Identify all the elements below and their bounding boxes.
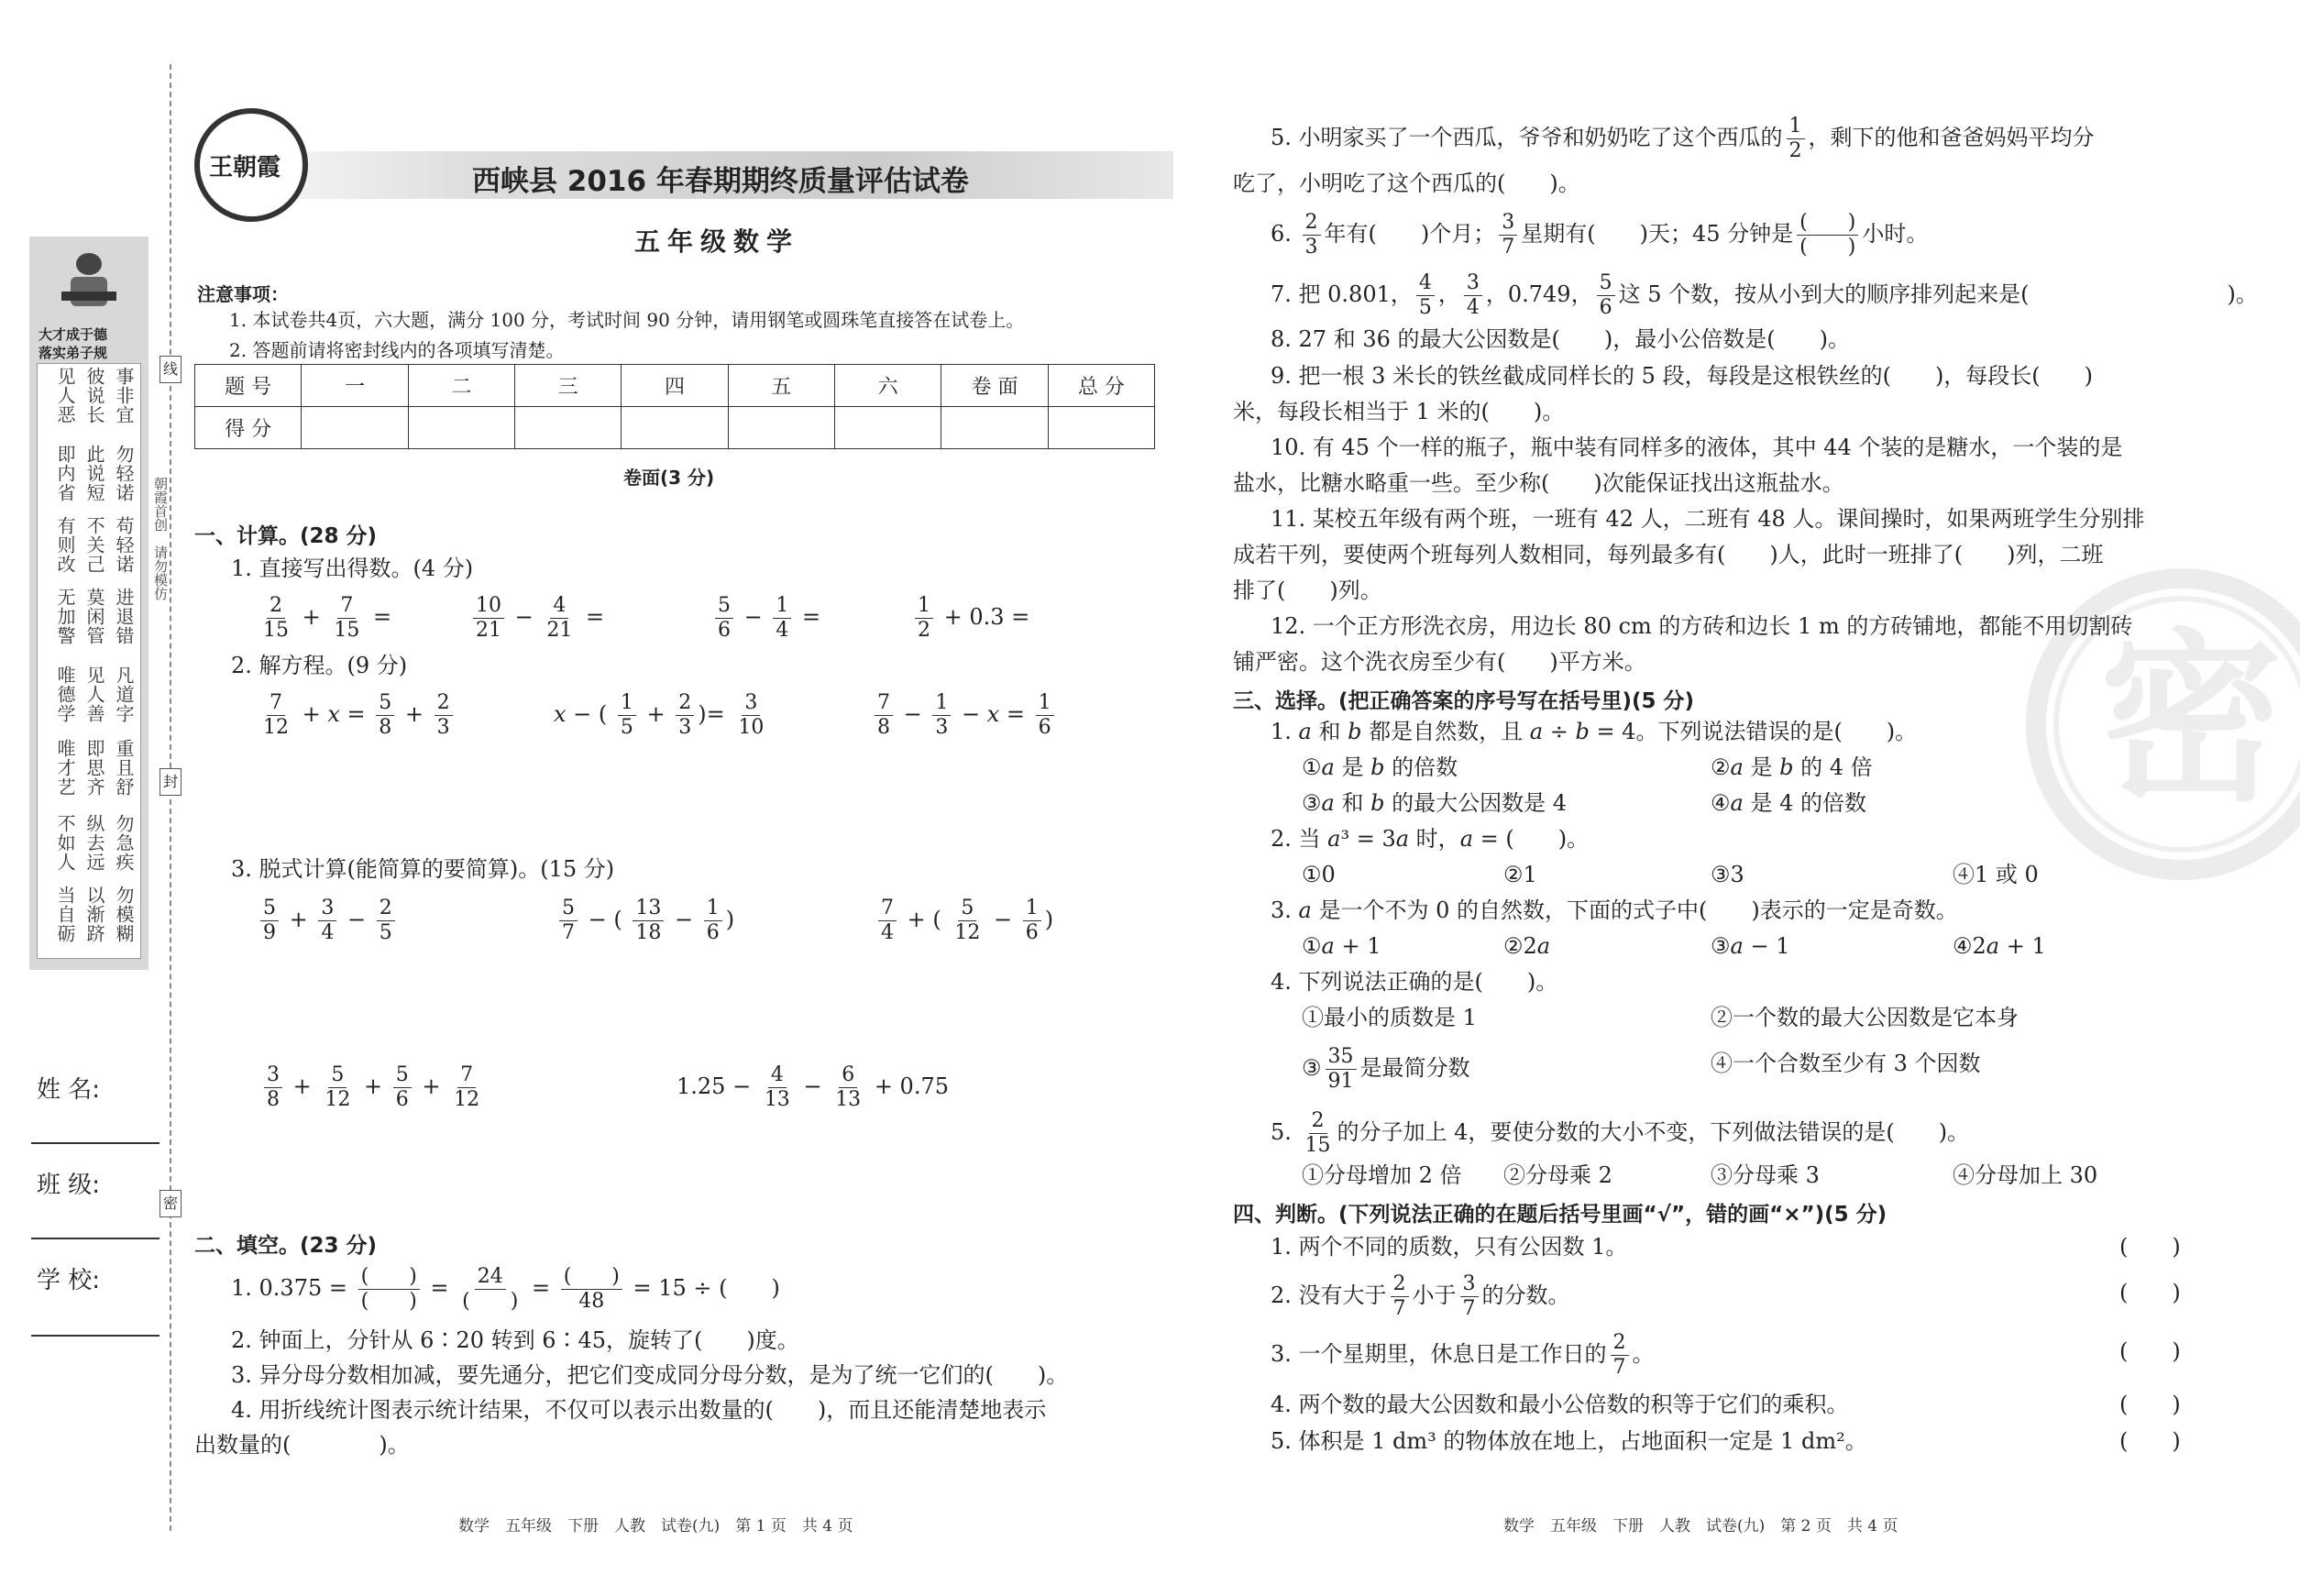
score-header-cell: 一 bbox=[302, 365, 408, 407]
page-1-footer: 数学 五年级 下册 人教 试卷(九) 第 1 页 共 4 页 bbox=[458, 1517, 853, 1535]
equation-3: $\frac{7}{8}$ − $\frac{1}{3}$ − x = $\frac{1}{6}$ bbox=[871, 691, 1058, 740]
choice-2-b: ②1 bbox=[1503, 862, 1537, 887]
motto-col-6: 勿轻诺 bbox=[113, 445, 135, 502]
score-cell[interactable] bbox=[728, 407, 834, 449]
judge-4: 4. 两个数的最大公因数和最小公倍数的积等于它们的乘积。 bbox=[1271, 1392, 1849, 1417]
logo-text: 王朝霞 bbox=[209, 154, 281, 182]
top-motto-2: 落实弟子规 bbox=[39, 345, 108, 361]
choice-4-b: ②一个数的最大公因数是它本身 bbox=[1711, 1005, 2019, 1030]
page-2-footer: 数学 五年级 下册 人教 试卷(九) 第 2 页 共 4 页 bbox=[1503, 1517, 1898, 1535]
rq10a: 10. 有 45 个一样的瓶子，瓶中装有同样多的液体，其中 44 个装的是糖水，一个装的是 bbox=[1271, 435, 2123, 460]
motto-col-17: 即思齐 bbox=[83, 739, 105, 797]
choice-3-d: ④2a + 1 bbox=[1953, 933, 2046, 959]
scholar-figure bbox=[52, 246, 126, 319]
judge-2: 2. 没有大于 $\frac{2}{7}$ 小于 $\frac{3}{7}$ 的分数。 bbox=[1271, 1272, 1570, 1320]
score-cell[interactable] bbox=[408, 407, 514, 449]
judge-3-paren[interactable]: ( ) bbox=[2119, 1338, 2181, 1364]
exam-title: 西峡县 2016 年春期期终质量评估试卷 bbox=[472, 165, 969, 198]
calc-1: $\frac{2}{15}$ + $\frac{7}{15}$ = bbox=[263, 594, 392, 642]
expr-4: $\frac{3}{8}$ + $\frac{5}{12}$ + $\frac{5}{6}$ + $\frac{7}{12}$ bbox=[260, 1063, 486, 1112]
sec1-q2: 2. 解方程。(9 分) bbox=[231, 653, 408, 678]
motto-col-9: 苟轻诺 bbox=[113, 516, 135, 574]
score-cell[interactable] bbox=[1048, 407, 1154, 449]
motto-col-12: 进退错 bbox=[113, 588, 135, 645]
choice-5-d: ④分母加上 30 bbox=[1953, 1162, 2098, 1188]
school-field[interactable] bbox=[31, 1335, 160, 1337]
score-cell[interactable] bbox=[302, 407, 408, 449]
choice-5-b: ②分母乘 2 bbox=[1503, 1162, 1612, 1188]
choice-3-a: ①a + 1 bbox=[1302, 933, 1381, 959]
choice-1-c: ③a 和 b 的最大公因数是 4 bbox=[1302, 790, 1567, 816]
choice-4-c: ③ $\frac{35}{91}$ 是最简分数 bbox=[1302, 1045, 1470, 1093]
motto-col-3: 事非宜 bbox=[113, 367, 135, 424]
choice-4-a: ①最小的质数是 1 bbox=[1302, 1005, 1477, 1030]
judge-1-paren[interactable]: ( ) bbox=[2119, 1234, 2181, 1260]
motto-col-21: 勿急疾 bbox=[113, 814, 135, 872]
name-field[interactable] bbox=[31, 1142, 160, 1144]
stamp-text: 密 bbox=[2099, 611, 2283, 827]
equation-2: x − ( $\frac{1}{5}$ + $\frac{2}{3}$ )= $\frac{3}{10}$ bbox=[554, 691, 765, 739]
rq11c: 排了( )列。 bbox=[1233, 578, 1382, 603]
section-4-title: 四、判断。(下列说法正确的在题后括号里画“√”，错的画“×”)(5 分) bbox=[1233, 1203, 1887, 1227]
choice-5-c: ③分母乘 3 bbox=[1711, 1162, 1820, 1188]
score-row-label: 得 分 bbox=[195, 407, 302, 449]
score-cell[interactable] bbox=[941, 407, 1048, 449]
class-field[interactable] bbox=[31, 1238, 160, 1239]
sec1-q3: 3. 脱式计算(能简算的要简算)。(15 分) bbox=[231, 856, 615, 882]
motto-col-20: 纵去远 bbox=[83, 814, 105, 872]
judge-2-paren[interactable]: ( ) bbox=[2119, 1280, 2181, 1305]
judge-1: 1. 两个不同的质数，只有公因数 1。 bbox=[1271, 1234, 1628, 1260]
calc-2: $\frac{10}{21}$ − $\frac{4}{21}$ = bbox=[469, 594, 604, 643]
choice-1-a: ①a 是 b 的倍数 bbox=[1302, 754, 1458, 780]
score-table bbox=[194, 364, 1155, 449]
school-label: 学 校: bbox=[37, 1267, 101, 1294]
note-2: 2. 答题前请将密封线内的各项填写清楚。 bbox=[229, 339, 565, 361]
expr-3: $\frac{7}{4}$ + ( $\frac{5}{12}$ − $\frac{1}{6}$ ) bbox=[875, 897, 1053, 945]
motto-col-13: 唯德学 bbox=[54, 666, 76, 723]
choice-2-a: ①0 bbox=[1302, 862, 1336, 887]
choice-2-c: ③3 bbox=[1711, 862, 1744, 887]
sec1-q1: 1. 直接写出得数。(4 分) bbox=[231, 556, 474, 581]
choice-4: 4. 下列说法正确的是( )。 bbox=[1271, 969, 1558, 995]
seal-mark-3: 密 bbox=[160, 1190, 182, 1217]
choice-2: 2. 当 a³ = 3a 时，a = ( )。 bbox=[1271, 826, 1590, 852]
calc-4: $\frac{1}{2}$ + 0.3 = bbox=[911, 594, 1029, 643]
rq9b: 米，每段长相当于 1 米的( )。 bbox=[1233, 399, 1565, 424]
motto-col-16: 唯才艺 bbox=[54, 739, 76, 797]
expr-5: 1.25 − $\frac{4}{13}$ − $\frac{6}{13}$ + 0.75 bbox=[677, 1063, 949, 1111]
motto-col-1: 见人恶 bbox=[54, 367, 76, 424]
score-cell[interactable] bbox=[514, 407, 621, 449]
rq6: 6. $\frac{2}{3}$ 年有( )个月； $\frac{3}{7}$ 星期有( )天；45 分钟是 ( ) ( ) 小时。 bbox=[1271, 211, 1929, 259]
score-header-cell: 六 bbox=[834, 365, 941, 407]
fill-4a: 4. 用折线统计图表示统计结果，不仅可以表示出数量的( )，而且还能清楚地表示 bbox=[231, 1397, 1047, 1423]
rq12a: 12. 一个正方形洗衣房，用边长 80 cm 的方砖和边长 1 m 的方砖铺地，都能不用切割砖 bbox=[1271, 613, 2133, 639]
judge-5-paren[interactable]: ( ) bbox=[2119, 1428, 2181, 1454]
score-header-cell: 四 bbox=[622, 365, 728, 407]
choice-3-b: ②2a bbox=[1503, 933, 1551, 959]
score-header-cell: 题 号 bbox=[195, 365, 302, 407]
choice-1-d: ④a 是 4 的倍数 bbox=[1711, 790, 1866, 816]
score-cell[interactable] bbox=[834, 407, 941, 449]
score-table-header-row bbox=[195, 365, 1155, 407]
choice-2-d: ④1 或 0 bbox=[1953, 862, 2039, 887]
motto-col-10: 无加警 bbox=[54, 588, 76, 645]
calc-3: $\frac{5}{6}$ − $\frac{1}{4}$ = bbox=[711, 594, 820, 643]
expr-1: $\frac{5}{9}$ + $\frac{3}{4}$ − $\frac{2}{5}$ bbox=[257, 897, 399, 945]
motto-col-5: 此说短 bbox=[83, 445, 105, 502]
score-header-cell: 总 分 bbox=[1048, 365, 1154, 407]
motto-col-19: 不如人 bbox=[54, 814, 76, 872]
judge-5: 5. 体积是 1 dm³ 的物体放在地上，占地面积一定是 1 dm²。 bbox=[1271, 1428, 1867, 1454]
notes-title: 注意事项： bbox=[197, 283, 289, 305]
choice-5-a: ①分母增加 2 倍 bbox=[1302, 1162, 1462, 1188]
fill-1: 1. 0.375 = ( ) ( ) = 24 ( ) = ( ) 48 = 15 ÷ ( ) bbox=[231, 1265, 780, 1313]
rq5-c: 吃了，小明吃了这个西瓜的( )。 bbox=[1233, 171, 1580, 196]
motto-col-23: 以渐跻 bbox=[83, 886, 105, 943]
motto-col-22: 当自砺 bbox=[54, 886, 76, 943]
motto-col-4: 即内省 bbox=[54, 445, 76, 502]
judge-4-paren[interactable]: ( ) bbox=[2119, 1392, 2181, 1417]
motto-col-24: 勿模糊 bbox=[113, 886, 135, 943]
expr-2: $\frac{5}{7}$ − ( $\frac{13}{18}$ − $\frac{1}{6}$ ) bbox=[556, 897, 734, 945]
section-1-title: 一、计算。(28 分) bbox=[194, 524, 378, 548]
choice-5: 5. $\frac{2}{15}$ 的分子加上 4，要使分数的大小不变，下列做法错误的是( )。 bbox=[1271, 1109, 1970, 1157]
equation-1: $\frac{7}{12}$ + x = $\frac{5}{8}$ + $\frac{2}{3}$ bbox=[257, 691, 457, 740]
section-3-title: 三、选择。(把正确答案的序号写在括号里)(5 分) bbox=[1233, 689, 1695, 713]
motto-col-14: 见人善 bbox=[83, 666, 105, 723]
rq7: 7. 把 0.801， $\frac{4}{5}$ ， $\frac{3}{4}$ ，0.749， $\frac{5}{6}$ 这 5 个数，按从小到大的顺序排列起来是( )。 bbox=[1271, 271, 2258, 319]
exam-subtitle: 五年级数学 bbox=[634, 226, 800, 257]
score-header-cell: 二 bbox=[408, 365, 514, 407]
score-header-cell: 五 bbox=[728, 365, 834, 407]
judge-3: 3. 一个星期里，休息日是工作日的 $\frac{2}{7}$ 。 bbox=[1271, 1331, 1655, 1379]
choice-1-b: ②a 是 b 的 4 倍 bbox=[1711, 754, 1873, 780]
motto-col-8: 不关己 bbox=[83, 516, 105, 574]
fill-3: 3. 异分母分数相加减，要先通分，把它们变成同分母分数，是为了统一它们的( )。 bbox=[231, 1362, 1069, 1388]
motto-col-7: 有则改 bbox=[54, 516, 76, 574]
rq5: 5. 小明家买了一个西瓜，爷爷和奶奶吃了这个西瓜的 $\frac{1}{2}$ ，剩下的他和爸爸妈妈平均分 bbox=[1271, 115, 2095, 162]
seal-line bbox=[170, 64, 171, 1531]
score-table-row bbox=[195, 407, 1155, 449]
fill-2: 2. 钟面上，分针从 6∶20 转到 6∶45，旋转了( )度。 bbox=[231, 1327, 799, 1353]
juanmian-label: 卷面(3 分) bbox=[623, 467, 715, 489]
choice-1: 1. a 和 b 都是自然数，且 a ÷ b = 4。下列说法错误的是( )。 bbox=[1271, 719, 1918, 744]
motto-col-11: 莫闲管 bbox=[83, 588, 105, 645]
rq9a: 9. 把一根 3 米长的铁丝截成同样长的 5 段，每段是这根铁丝的( )，每段长( ) bbox=[1271, 363, 2094, 389]
rq5-b: ，剩下的他和爸爸妈妈平均分 bbox=[1808, 125, 2095, 150]
rq11a: 11. 某校五年级有两个班，一班有 42 人，二班有 48 人。课间操时，如果两班学生分别排 bbox=[1271, 506, 2145, 532]
score-header-cell: 卷 面 bbox=[941, 365, 1048, 407]
motto-col-18: 重且舒 bbox=[113, 739, 135, 797]
rq11b: 成若干列，要使两个班每列人数相同，每列最多有( )人，此时一班排了( )列，二班 bbox=[1233, 542, 2104, 567]
rq5-a: 5. 小明家买了一个西瓜，爷爷和奶奶吃了这个西瓜的 bbox=[1271, 125, 1783, 150]
section-2-title: 二、填空。(23 分) bbox=[194, 1234, 378, 1258]
vertical-note: 朝霞首创 请勿模仿 bbox=[152, 477, 169, 600]
choice-3: 3. a 是一个不为 0 的自然数，下面的式子中( )表示的一定是奇数。 bbox=[1271, 897, 1958, 923]
seal-mark-1: 线 bbox=[160, 356, 182, 383]
choice-4-d: ④一个合数至少有 3 个因数 bbox=[1711, 1051, 1981, 1076]
motto-col-2: 彼说长 bbox=[83, 367, 105, 424]
choice-3-c: ③a − 1 bbox=[1711, 933, 1790, 959]
motto-col-15: 凡道字 bbox=[113, 666, 135, 723]
name-label: 姓 名: bbox=[37, 1076, 101, 1104]
seal-mark-2: 封 bbox=[160, 768, 182, 796]
class-label: 班 级: bbox=[37, 1172, 101, 1199]
note-1: 1. 本试卷共4页，六大题，满分 100 分，考试时间 90 分钟，请用钢笔或圆珠笔直接答在试卷上。 bbox=[229, 309, 1025, 331]
top-motto: 大才成于德 bbox=[39, 326, 108, 343]
logo bbox=[194, 108, 308, 222]
score-header-cell: 三 bbox=[514, 365, 621, 407]
fill-4b: 出数量的( )。 bbox=[194, 1432, 410, 1458]
score-cell[interactable] bbox=[622, 407, 728, 449]
rq8: 8. 27 和 36 的最大公因数是( )，最小公倍数是( )。 bbox=[1271, 326, 1850, 352]
rq10b: 盐水，比糖水略重一些。至少称( )次能保证找出这瓶盐水。 bbox=[1233, 470, 1844, 496]
rq12b: 铺严密。这个洗衣房至少有( )平方米。 bbox=[1233, 649, 1646, 675]
